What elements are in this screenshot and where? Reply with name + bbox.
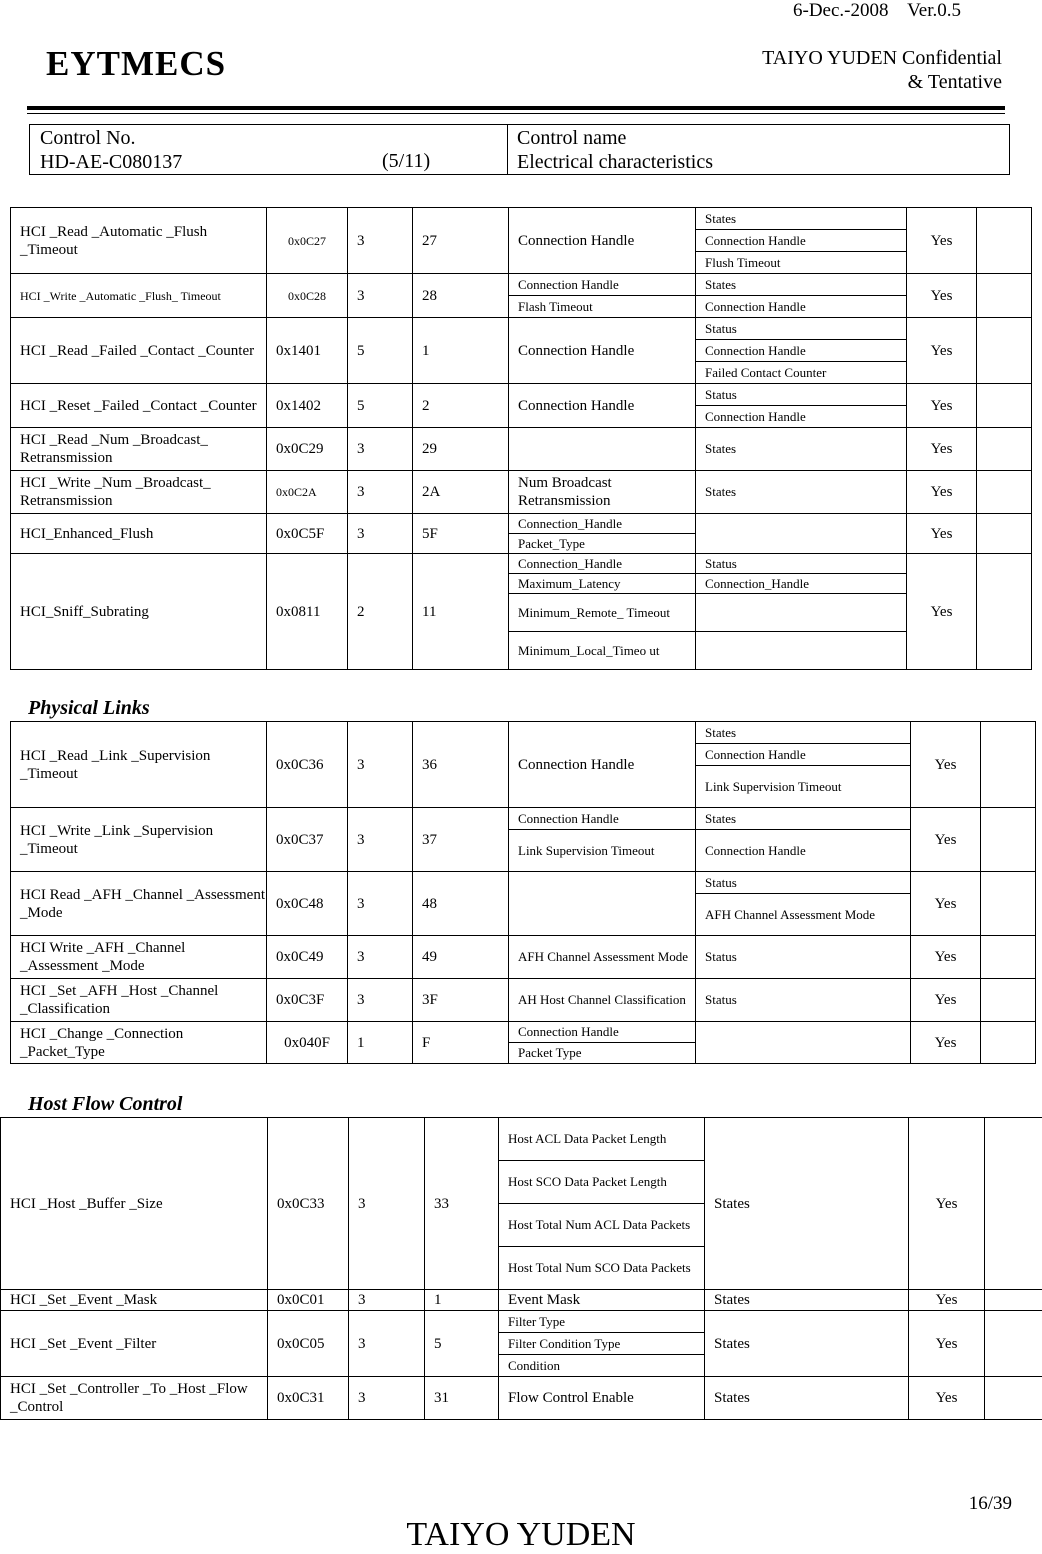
table-cell	[981, 1022, 1036, 1064]
table-cell	[977, 471, 1032, 514]
table-cell: Flush Timeout	[696, 252, 907, 274]
table-cell	[985, 1118, 1042, 1290]
table-row	[11, 808, 1036, 830]
table-row	[11, 471, 1032, 514]
table-cell: Link Supervision Timeout	[696, 766, 911, 808]
table-cell: Connection Handle	[509, 722, 696, 808]
table-cell	[981, 872, 1036, 936]
table-row	[11, 514, 1032, 534]
table-row	[11, 872, 1036, 894]
table-cell: HCI _Read _Num _Broadcast_ Retransmission	[11, 428, 267, 471]
table-cell: HCI _Read _Link _Supervision _Timeout	[11, 722, 267, 808]
table-cell: Connection Handle	[696, 340, 907, 362]
table-cell: 0x0C31	[268, 1377, 349, 1420]
table-cell: Host Total Num ACL Data Packets	[499, 1204, 705, 1247]
table-cell: States	[696, 208, 907, 230]
table-cell: Status	[696, 384, 907, 406]
table-cell: 36	[413, 722, 509, 808]
table-cell: Host SCO Data Packet Length	[499, 1161, 705, 1204]
table-cell: HCI Read _AFH _Channel _Assessment _Mode	[11, 872, 267, 936]
table-cell: Num Broadcast Retransmission	[509, 471, 696, 514]
table-cell: States	[696, 471, 907, 514]
table-cell: Yes	[909, 1118, 985, 1290]
table-row	[11, 428, 1032, 471]
table-cell: Connection Handle	[696, 830, 911, 872]
table-cell: Connection Handle	[696, 230, 907, 252]
table-cell: 0x1402	[267, 384, 348, 428]
table-cell: 0x0811	[267, 554, 348, 670]
table-cell	[985, 1377, 1042, 1420]
table-cell: Filter Type	[499, 1311, 705, 1333]
table-cell: 0x0C29	[267, 428, 348, 471]
table-cell: Minimum_Remote_ Timeout	[509, 594, 696, 632]
table-cell: 49	[413, 936, 509, 979]
table-cell	[696, 1022, 911, 1064]
control-box	[29, 124, 1010, 175]
table-cell: Filter Condition Type	[499, 1333, 705, 1355]
table-row	[11, 979, 1036, 1022]
table-cell: 11	[413, 554, 509, 670]
table-cell: HCI _Write _Num _Broadcast_ Retransmission	[11, 471, 267, 514]
table-cell: HCI _Set _Event _Mask	[1, 1290, 268, 1311]
table-cell	[985, 1290, 1042, 1311]
table-cell: AFH Channel Assessment Mode	[696, 894, 911, 936]
table-cell: Minimum_Local_Timeo ut	[509, 632, 696, 670]
table-cell: 3	[348, 514, 413, 554]
table-cell: 0x0C48	[267, 872, 348, 936]
table-cell: Status	[696, 318, 907, 340]
table-cell: States	[705, 1118, 909, 1290]
table-cell: 0x0C37	[267, 808, 348, 872]
table-cell: AH Host Channel Classification	[509, 979, 696, 1022]
table-cell: 31	[425, 1377, 499, 1420]
table-cell: Yes	[909, 1290, 985, 1311]
section-title-physical-links: Physical Links	[28, 697, 150, 720]
table-cell: 3	[348, 428, 413, 471]
table-cell: Link Supervision Timeout	[509, 830, 696, 872]
table-row	[11, 384, 1032, 406]
table-cell: HCI _Host _Buffer _Size	[1, 1118, 268, 1290]
hci-commands-table	[10, 207, 1032, 670]
table-cell	[981, 979, 1036, 1022]
table-row	[1, 1311, 1042, 1333]
table-cell: States	[705, 1290, 909, 1311]
table-cell: HCI _Write _Automatic _Flush_ Timeout	[11, 274, 267, 318]
table-cell: 37	[413, 808, 509, 872]
table-cell: Yes	[907, 554, 977, 670]
table-cell: HCI _Change _Connection _Packet_Type	[11, 1022, 267, 1064]
table-cell	[981, 808, 1036, 872]
header-rule-thick	[27, 106, 1005, 110]
table-cell	[985, 1311, 1042, 1377]
table-cell	[696, 514, 907, 554]
table-cell	[509, 428, 696, 471]
table-cell: Yes	[911, 936, 981, 979]
table-cell: 29	[413, 428, 509, 471]
table-cell: Yes	[911, 1022, 981, 1064]
table-cell	[977, 208, 1032, 274]
host-flow-table	[0, 1117, 1042, 1420]
table-cell: Packet Type	[509, 1043, 696, 1064]
footer-company: TAIYO YUDEN	[0, 1516, 1042, 1554]
table-cell: Yes	[907, 471, 977, 514]
table-cell: 3	[349, 1290, 425, 1311]
table-cell	[509, 872, 696, 936]
table-cell: 0x0C01	[268, 1290, 349, 1311]
table-cell	[981, 936, 1036, 979]
table-cell	[977, 554, 1032, 670]
table-cell: 27	[413, 208, 509, 274]
table-cell: Yes	[907, 514, 977, 554]
confidential-line-1: TAIYO YUDEN Confidential	[762, 46, 1002, 70]
table-cell: States	[705, 1377, 909, 1420]
table-cell: Status	[696, 936, 911, 979]
table-cell: 28	[413, 274, 509, 318]
table-cell: 5	[425, 1311, 499, 1377]
table-cell: 3	[348, 979, 413, 1022]
table-cell: 3	[348, 722, 413, 808]
table-cell: 0x0C33	[268, 1118, 349, 1290]
table-cell: Condition	[499, 1355, 705, 1377]
control-page-part: (5/11)	[382, 150, 430, 173]
table-cell: Connection_Handle	[696, 574, 907, 594]
table-cell: HCI _Set _Controller _To _Host _Flow _Control	[1, 1377, 268, 1420]
table-cell: Flash Timeout	[509, 296, 696, 318]
table-cell: 3	[348, 808, 413, 872]
table-cell: States	[696, 808, 911, 830]
table-cell: Yes	[911, 808, 981, 872]
table-cell	[977, 514, 1032, 554]
table-cell: States	[696, 722, 911, 744]
table-cell: 0x0C2A	[267, 471, 348, 514]
table-cell: Yes	[911, 722, 981, 808]
table-cell: Yes	[911, 979, 981, 1022]
table-cell: 0x0C05	[268, 1311, 349, 1377]
date-version: 6-Dec.-2008 Ver.0.5	[793, 0, 961, 22]
table-cell	[977, 384, 1032, 428]
table-row	[11, 274, 1032, 296]
table-cell: Connection_Handle	[509, 514, 696, 534]
table-cell: 48	[413, 872, 509, 936]
table-row	[11, 1022, 1036, 1043]
table-cell: Connection Handle	[696, 406, 907, 428]
table-cell: 1	[425, 1290, 499, 1311]
table-cell: 3	[348, 274, 413, 318]
control-divider	[507, 125, 508, 174]
table-cell: Connection Handle	[696, 744, 911, 766]
table-cell: 0x0C49	[267, 936, 348, 979]
table-cell: HCI Write _AFH _Channel _Assessment _Mode	[11, 936, 267, 979]
table-cell: 0x1401	[267, 318, 348, 384]
table-cell: States	[696, 274, 907, 296]
table-cell: 3	[349, 1377, 425, 1420]
table-cell: 0x0C28	[267, 274, 348, 318]
table-cell	[977, 318, 1032, 384]
control-no: Control No. HD-AE-C080137	[40, 126, 182, 174]
table-cell: 5	[348, 384, 413, 428]
table-cell: Failed Contact Counter	[696, 362, 907, 384]
company-logo: EYTMECS	[46, 44, 226, 84]
table-cell: Connection Handle	[696, 296, 907, 318]
table-cell	[981, 722, 1036, 808]
table-cell: Flow Control Enable	[499, 1377, 705, 1420]
table-cell: Status	[696, 554, 907, 574]
physical-links-table	[10, 721, 1036, 1064]
table-cell: Connection Handle	[509, 384, 696, 428]
table-row	[11, 318, 1032, 340]
table-cell: HCI _Read _Automatic _Flush _Timeout	[11, 208, 267, 274]
table-cell: 3	[348, 872, 413, 936]
table-cell: Yes	[907, 274, 977, 318]
table-cell: 2	[348, 554, 413, 670]
table-row	[1, 1290, 1042, 1311]
table-cell: 3	[348, 208, 413, 274]
page-number: 16/39	[969, 1493, 1012, 1515]
table-cell: 1	[348, 1022, 413, 1064]
table-cell: Connection Handle	[509, 274, 696, 296]
table-cell: Host Total Num SCO Data Packets	[499, 1247, 705, 1290]
section-title-host-flow-control: Host Flow Control	[28, 1093, 183, 1116]
control-name: Control name Electrical characteristics	[517, 126, 713, 174]
table-cell: HCI _Set _Event _Filter	[1, 1311, 268, 1377]
table-cell: Yes	[909, 1311, 985, 1377]
confidential-line-2: & Tentative	[762, 70, 1002, 94]
table-cell: Connection Handle	[509, 808, 696, 830]
table-cell	[977, 428, 1032, 471]
table-cell: Connection_Handle	[509, 554, 696, 574]
table-cell: Yes	[907, 428, 977, 471]
table-row	[1, 1118, 1042, 1161]
table-cell: 3	[348, 936, 413, 979]
table-cell: Yes	[907, 208, 977, 274]
table-cell: 0x040F	[267, 1022, 348, 1064]
table-cell	[977, 274, 1032, 318]
confidential-notice	[762, 46, 1002, 94]
table-cell: 1	[413, 318, 509, 384]
table-cell: 2A	[413, 471, 509, 514]
table-cell: 33	[425, 1118, 499, 1290]
table-cell: Status	[696, 979, 911, 1022]
table-cell: F	[413, 1022, 509, 1064]
table-row	[11, 722, 1036, 744]
table-cell: Packet_Type	[509, 534, 696, 554]
table-row	[11, 208, 1032, 230]
table-cell: Status	[696, 872, 911, 894]
table-cell: Yes	[907, 318, 977, 384]
table-cell: 5F	[413, 514, 509, 554]
table-cell: 2	[413, 384, 509, 428]
table-cell: HCI _Reset _Failed _Contact _Counter	[11, 384, 267, 428]
table-cell: 5	[348, 318, 413, 384]
table-cell: 0x0C36	[267, 722, 348, 808]
table-cell: 3	[349, 1118, 425, 1290]
table-row	[11, 554, 1032, 574]
table-cell: AFH Channel Assessment Mode	[509, 936, 696, 979]
table-cell: 3	[349, 1311, 425, 1377]
table-cell: Yes	[907, 384, 977, 428]
table-cell: Connection Handle	[509, 1022, 696, 1043]
table-cell: Connection Handle	[509, 318, 696, 384]
table-cell: Event Mask	[499, 1290, 705, 1311]
table-row	[1, 1377, 1042, 1420]
table-cell: States	[696, 428, 907, 471]
table-cell: Host ACL Data Packet Length	[499, 1118, 705, 1161]
table-cell	[696, 594, 907, 632]
table-cell: HCI _Write _Link _Supervision _Timeout	[11, 808, 267, 872]
table-cell: Yes	[909, 1377, 985, 1420]
table-cell: Maximum_Latency	[509, 574, 696, 594]
table-row	[11, 936, 1036, 979]
table-cell: 3	[348, 471, 413, 514]
table-cell: HCI_Enhanced_Flush	[11, 514, 267, 554]
table-cell: HCI _Read _Failed _Contact _Counter	[11, 318, 267, 384]
table-cell: Yes	[911, 872, 981, 936]
table-cell: 0x0C27	[267, 208, 348, 274]
table-cell: States	[705, 1311, 909, 1377]
table-cell: 0x0C5F	[267, 514, 348, 554]
table-cell	[696, 632, 907, 670]
table-cell: HCI _Set _AFH _Host _Channel _Classification	[11, 979, 267, 1022]
table-cell: Connection Handle	[509, 208, 696, 274]
table-cell: 3F	[413, 979, 509, 1022]
table-cell: HCI_Sniff_Subrating	[11, 554, 267, 670]
table-cell: 0x0C3F	[267, 979, 348, 1022]
header-rule-thin	[27, 113, 1005, 114]
